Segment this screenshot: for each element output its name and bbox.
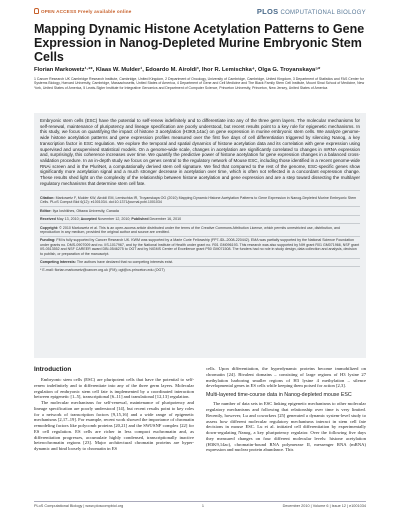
left-column bbox=[34, 366, 194, 453]
published-date: December 16, 2010 bbox=[149, 217, 182, 222]
editor-text: Ilya Ioshikhes, Ottawa University, Canada bbox=[52, 208, 119, 213]
competing-label: Competing Interests: bbox=[40, 260, 76, 264]
copyright-text: © 2010 Markowetz et al. This is an open-access article distributed under the terms of the Creative Commons Attribution License, which permits unrestricted use, distribution, and reproduction in any medium, provided the original author and source are credited. bbox=[40, 225, 341, 234]
received-date: May 13, 2010; bbox=[56, 217, 80, 222]
subsection-heading: Multi-layered time-course data in Nanog-depleted mouse ESC bbox=[206, 392, 352, 398]
accepted-label: Accepted bbox=[80, 217, 97, 222]
right-paragraph-1: cells. Upon differentiation, the hyperdynamic proteins become immobilized on chromatin [24]. Bivalent domains – consisting of large regions of H3 lysine 27 methylation harboring smaller regions of H3 lysine 4 methylation – silence developmental genes in ES cells while keeping them poised for action [2,3]. bbox=[206, 366, 366, 389]
right-paragraph-2: The number of data sets in ESC linking epigenetic mechanisms to other molecular regulatory mechanisms and following that relationship over time is very limited. Recently, however, Lu and coworkers [25] generated a dynamic system-level study to assess how different molecular regulatory mechanisms interact in stem cell fate decisions in mouse ESC. Lu et al. initiated cell differentiation by experimentally down-regulating Nanog, a key pluripotency regulator. Over the following five days they measured changes on four different molecular levels: histone acetylation (H3K9,14ac), chromatin-bound RNA polymerase II, messenger RNA (mRNA) expression and nuclear protein abundance. This bbox=[206, 401, 366, 453]
copyright-label: Copyright: bbox=[40, 225, 59, 230]
introduction-text bbox=[34, 377, 194, 452]
introduction-heading: Introduction bbox=[34, 366, 72, 373]
citation-text: Markowetz F, Mulder KW, Airoldi EM, Lemischka IR, Troyanskaya OG (2010) Mapping Dynamic Histone Acetylation Patterns to Gene Expression in Nanog-Depleted Murine Embryonic Stem Cells. PLoS Comput Biol 6(12): e1001034. doi:10.1371/journal.pcbi.1001034 bbox=[40, 195, 357, 205]
page-header bbox=[34, 8, 366, 18]
funding-label: Funding: bbox=[40, 238, 56, 243]
correspondence-email[interactable]: * E-mail: florian.markowetz@cancer.org.uk (FM); ogt@cs.princeton.edu (OGT) bbox=[40, 268, 165, 273]
intro-paragraph-2: The molecular mechanisms for self-renewal, maintenance of pluripotency and lineage specification are poorly understood [14], but recent results point to key roles for a network of transcription factors [9,15,16] and a wide range of epigenetic mechanisms [2,17–19]. For example, recent work showed the importance of chromatin remodeling factors like polycomb proteins [20,21] and the SWI/SNF complex [22] for ES cell regulation. ES cells are richer in less compact euchromatin and, as differentiation progresses, accumulate highly condensed, transcriptionally inactive heterochromatin regions [23]. Major architectural chromatin proteins are hyper-dynamic and bind loosely to chromatin in ES bbox=[34, 400, 194, 451]
journal-name: COMPUTATIONAL BIOLOGY bbox=[280, 10, 366, 16]
editor-label: Editor: bbox=[40, 208, 52, 213]
open-access-label: OPEN ACCESS Freely available online bbox=[41, 8, 132, 14]
footer-journal: PLoS Computational Biology | www.ploscompbiol.org bbox=[34, 504, 124, 508]
open-access-badge bbox=[34, 8, 132, 14]
page-number: 1 bbox=[201, 504, 204, 508]
competing-row bbox=[40, 259, 360, 267]
accepted-date: November 12, 2010; bbox=[97, 217, 131, 222]
abstract-box bbox=[34, 113, 366, 358]
editor-row bbox=[40, 207, 360, 215]
received-label: Received bbox=[40, 217, 56, 222]
right-column bbox=[206, 366, 366, 453]
right-column-text bbox=[206, 366, 366, 389]
copyright-row bbox=[40, 224, 360, 237]
page-footer bbox=[34, 501, 366, 508]
published-label: Published bbox=[131, 217, 149, 222]
article-title: Mapping Dynamic Histone Acetylation Patterns to Gene Expression in Nanog-Depleted Murine Embryonic Stem Cells bbox=[34, 22, 365, 64]
funding-row bbox=[40, 237, 360, 259]
email-row[interactable] bbox=[40, 267, 360, 274]
citation-label: Citation: bbox=[40, 195, 55, 200]
journal-logo bbox=[257, 7, 366, 16]
competing-text: The authors have declared that no competing interests exist. bbox=[76, 260, 174, 264]
dates-row bbox=[40, 216, 360, 224]
citation-row bbox=[40, 194, 360, 207]
author-list: Florian Markowetz¹·²*, Klaas W. Mulder¹, Edoardo M. Airoldi³, Ihor R. Lemischka⁴, Olga G. Troyanskaya⁵* bbox=[34, 67, 321, 73]
open-lock-icon bbox=[34, 8, 39, 14]
journal-plos: PLOS bbox=[256, 7, 279, 16]
abstract-text: Embryonic stem cells (ESC) have the potential to self-renew indefinitely and to differentiate into any of the three germ layers. The molecular mechanisms for self-renewal, maintenance of pluripotency and lineage specification are poorly understood, but recent results point to a key role for epigenetic mechanisms. In this study, we focus on quantifying the impact of histone 3 acetylation (H3K9,14ac) on gene expression in murine embryonic stem cells. We analyze genome-wide histone acetylation patterns and gene expression profiles measured over the first five days of cell differentiation triggered by silencing Nanog, a key transcription factor in ESC regulation. We explore the temporal and spatial dynamics of histone acetylation data and its correlation with gene expression using supervised and unsupervised statistical models. On a genome-wide scale, changes in acetylation are significantly correlated to changes in mRNA expression and, surprisingly, this coherence increases over time. We quantify the predictive power of histone acetylation for gene expression changes in a balanced cross-validation procedure. In an in-depth study we focus on genes central to the regulatory network of Mouse ESC, including those identified in a recent genome-wide RNAi screen and in the PluriNet, a computationally derived stem cell signature. We find that compared to the rest of the genome, ESC-specific genes show significantly more acetylation signal and a much stronger decrease in acetylation over time, which is often not reflected in a concordant expression change. These results shed light on the complexity of the relationship between histone acetylation and gene expression and are a step toward dissecting the multilayer regulatory mechanisms that determine stem cell fate. bbox=[40, 118, 360, 186]
footer-issue: December 2010 | Volume 6 | Issue 12 | e1001034 bbox=[282, 504, 366, 508]
intro-paragraph-1: Embryonic stem cells (ESC) are pluripotent cells that have the potential to self-renew indefinitely and to differentiate into any of the three germ layers. Molecular regulation of embryonic stem cell fate is implemented by a coordinated interaction between epigenetic [1–5], transcriptional [6–11] and translational [12,13] regulation. bbox=[34, 377, 194, 400]
article-metadata bbox=[40, 190, 360, 274]
affiliations: 1 Cancer Research UK Cambridge Research Institute, Cambridge, United Kingdom, 2 Department of Oncology, University of Cambridge, Cambridge, United Kingdom, 3 Department of Statistics and FAS Center for Systems Biology, Harvard University, Cambridge, Massachusetts, United States of America, 4 Department of Gene and Cell Medicine and The Black Family Stem Cell Institute, Mount Sinai School of Medicine, New York, United States of America, 5 Lewis-Sigler Institute for Integrative Genomics and Department of Computer Science, Princeton University, Princeton, New Jersey, United States of America bbox=[34, 77, 365, 90]
body-columns bbox=[34, 366, 366, 453]
subsection-text bbox=[206, 401, 366, 453]
funding-text: FM is fully supported by Cancer Research UK. KWM was supported by a Marie Curie Fellowship (FP7-IDL-2008-220442). EMA was partially supported by the National Science Foundation under grants no. DMS-0907009 and no. IIS-1017967, and by the National Institute of Health under grant no. R01 GM096193. This research was also supported by NIH grant R01 GM071966, NSF grant IIS-0513552 and NSF CAREER award DBI-0546275 to OGT and by NIGMS Center of Excellence grant P50 GM071508. The funders had no role in study design, data collection and analysis, decision to publish, or preparation of the manuscript. bbox=[40, 238, 360, 256]
